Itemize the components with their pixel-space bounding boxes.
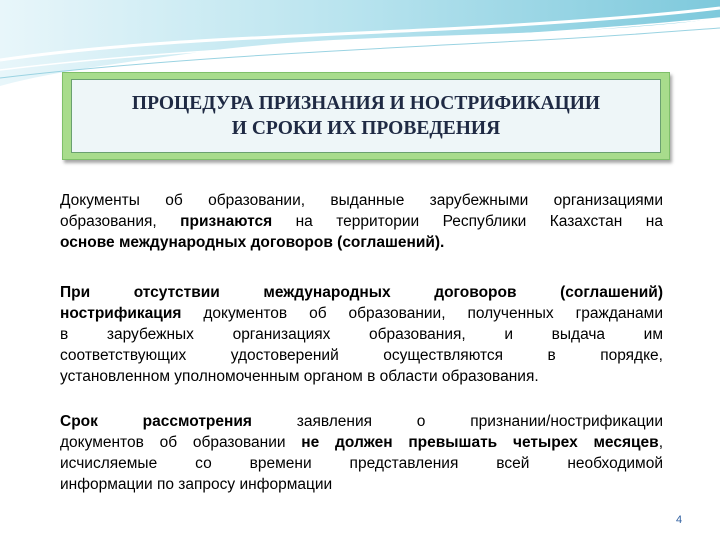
p2-line-5: установленном уполномоченным органом в области образования. xyxy=(60,368,539,385)
p2-line-4: соответствующих удостоверений осуществляются в порядке, xyxy=(60,347,663,364)
p3-line-2-c: , xyxy=(658,434,664,451)
p3-line-1 xyxy=(60,411,663,432)
p2-line-1-bold: При отсутствии международных договоров (соглашений) xyxy=(60,284,663,301)
p3-line-1-bold: Срок рассмотрения xyxy=(60,413,252,430)
p2-line-3: в зарубежных организациях образования, и выдача им xyxy=(60,326,663,343)
p2-line-1 xyxy=(60,282,663,303)
p3-line-2 xyxy=(60,432,663,453)
p1-line-3 xyxy=(60,232,663,253)
p3-line-2-a: документов об образовании xyxy=(60,434,302,451)
p3-line-2-bold: не должен превышать четырех месяцев xyxy=(301,434,659,451)
p1-line-2-c: на территории Республики Казахстан на xyxy=(272,213,663,230)
p3-line-1-b: заявления о признании/нострификации xyxy=(251,413,663,430)
paragraph-recognition xyxy=(60,190,663,253)
title-panel xyxy=(71,79,661,153)
title-line-1: ПРОЦЕДУРА ПРИЗНАНИЯ И НОСТРИФИКАЦИИ xyxy=(131,93,601,114)
p3-line-3: исчисляемые со времени представления всей необходимой xyxy=(60,455,663,472)
page-number: 4 xyxy=(676,514,683,526)
title-line-2: И СРОКИ ИХ ПРОВЕДЕНИЯ xyxy=(231,118,501,139)
p2-line-2 xyxy=(60,303,663,324)
p1-line-2-bold: признаются xyxy=(180,213,273,230)
p1-line-2 xyxy=(60,211,663,232)
p1-line-1: Документы об образовании, выданные зарубежными организациями xyxy=(60,192,663,209)
p2-line-2-bold: нострификация xyxy=(60,305,182,322)
p1-line-2-a: образования, xyxy=(60,213,181,230)
p3-line-4: информации по запросу информации xyxy=(60,476,333,493)
p2-line-2-b: документов об образовании, полученных гражданами xyxy=(181,305,663,322)
paragraph-review-term xyxy=(60,411,663,495)
p1-line-3-bold: основе международных договоров (соглашений). xyxy=(60,234,445,251)
paragraph-nostrification xyxy=(60,282,663,387)
title-frame xyxy=(62,72,670,160)
